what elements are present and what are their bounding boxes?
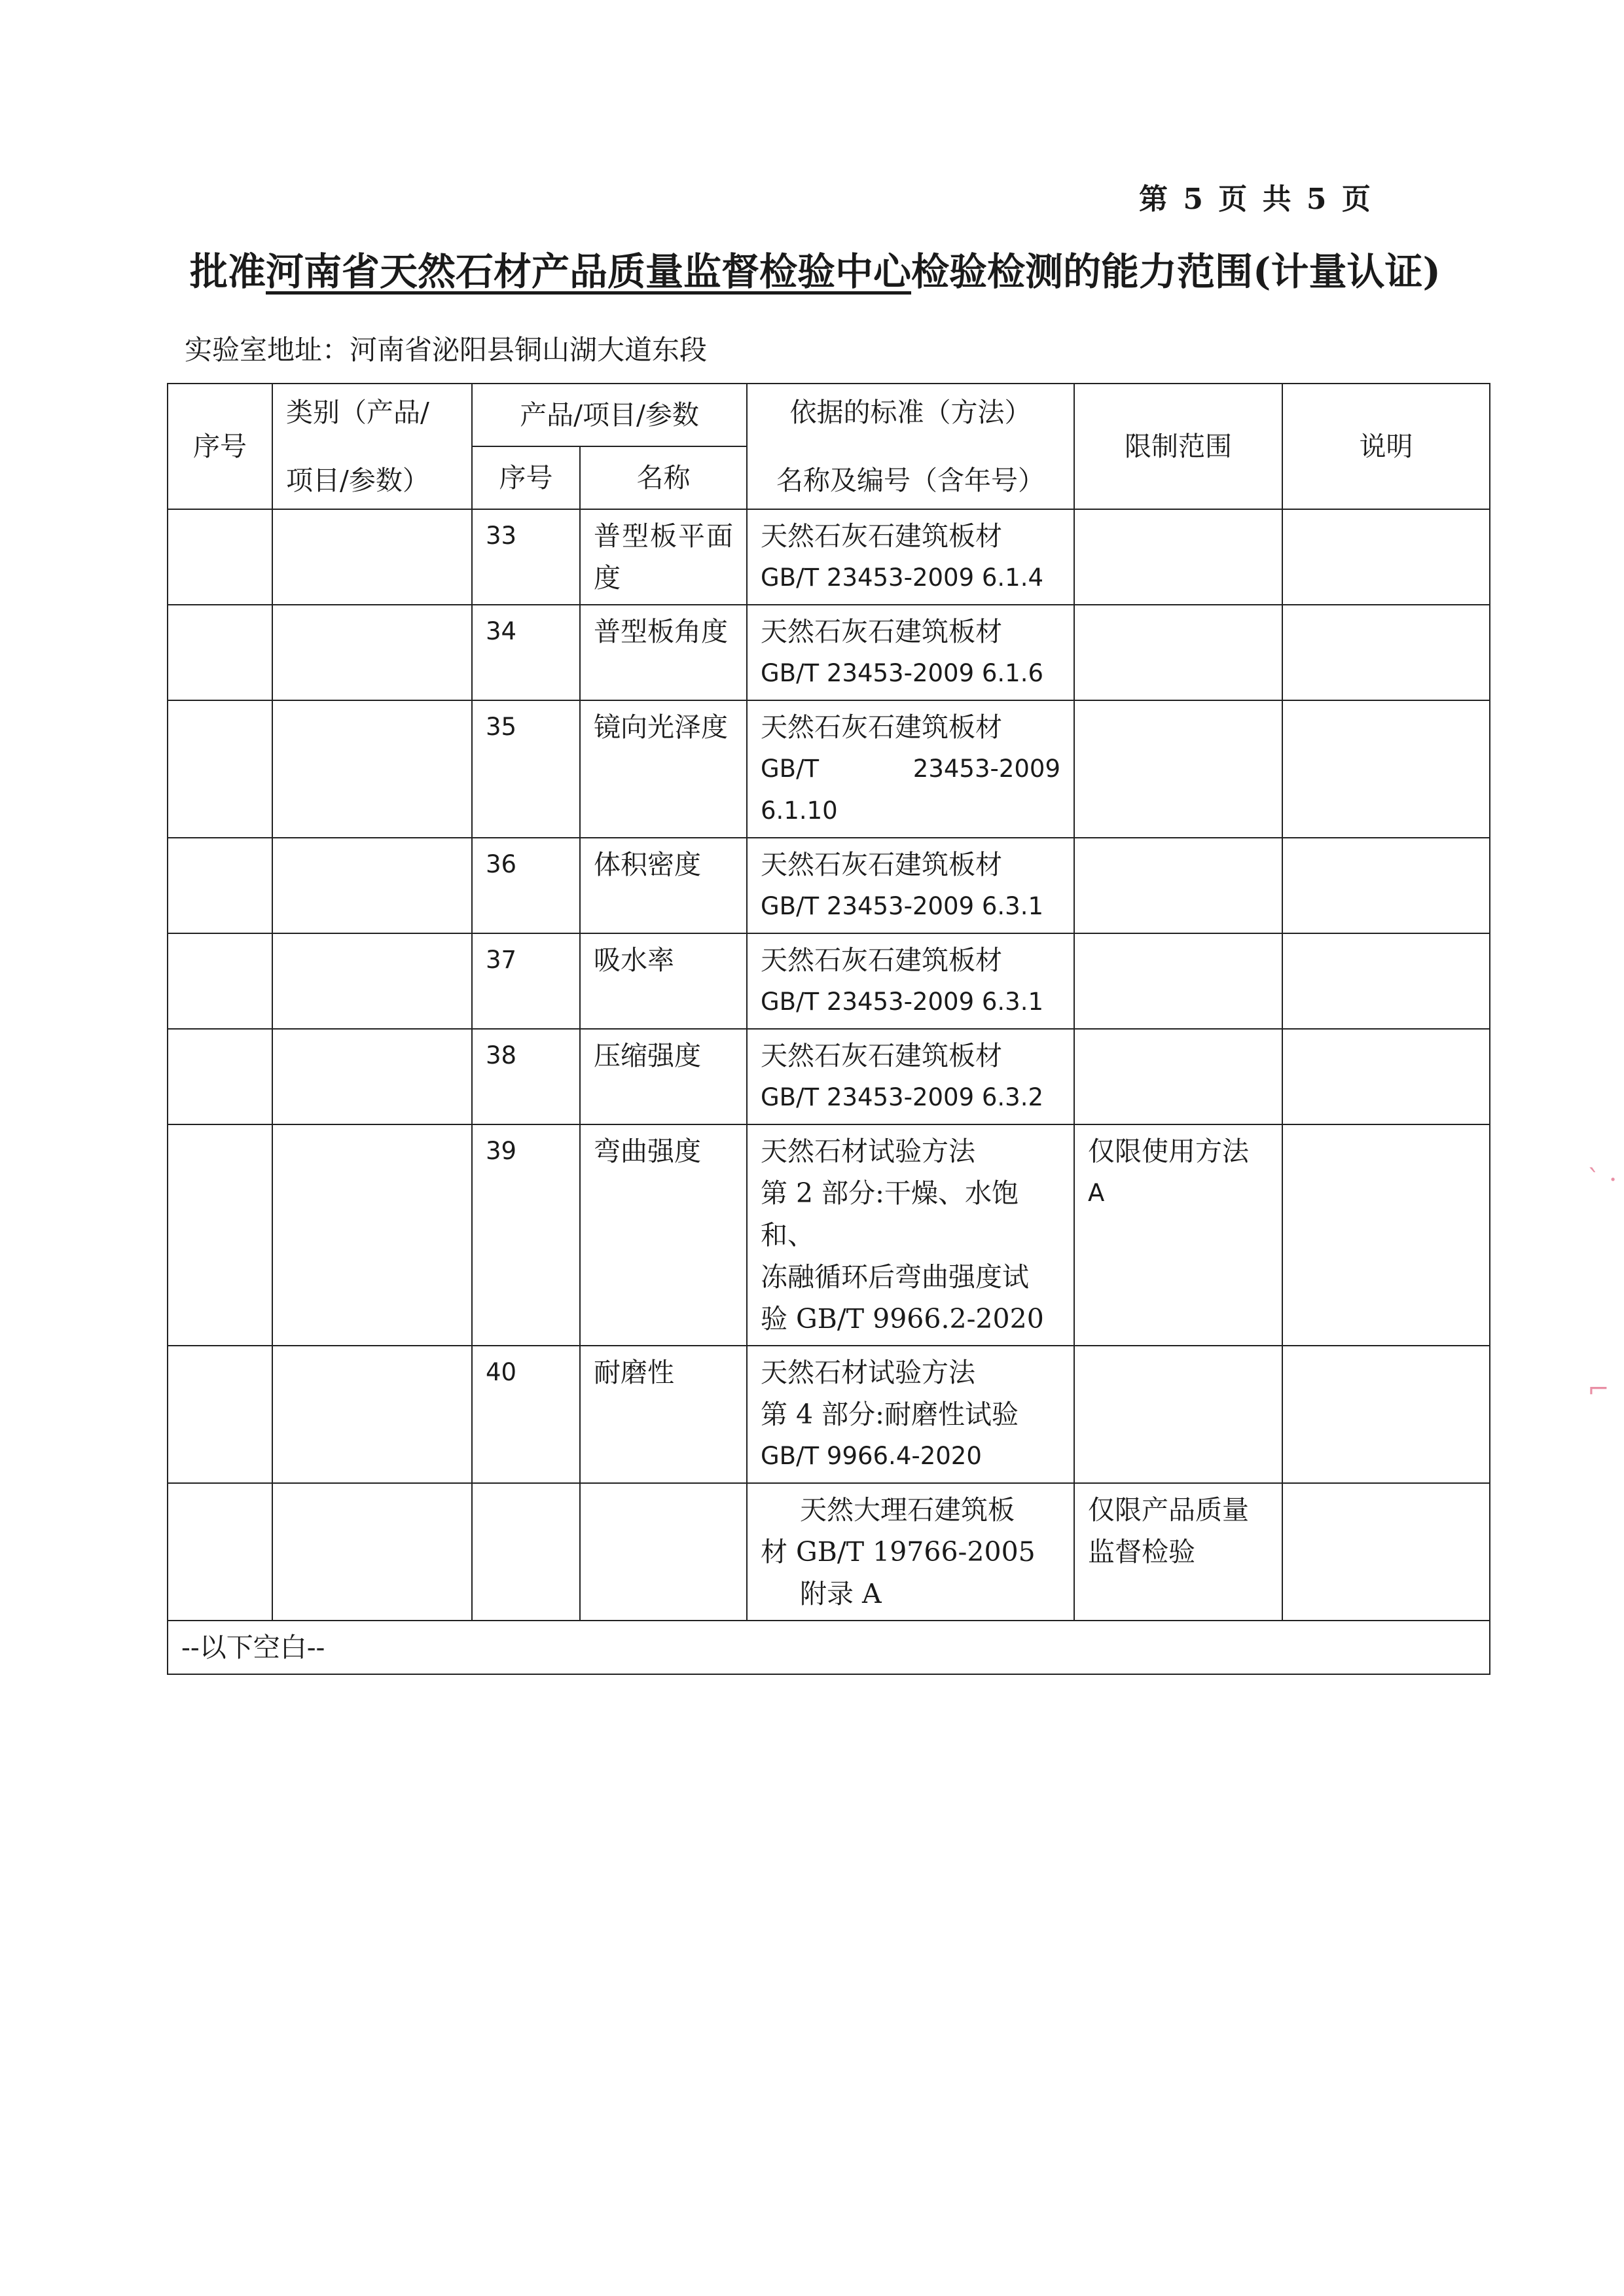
capability-scope-table [167, 383, 1490, 1675]
cell-standard [747, 700, 1074, 838]
table-row [168, 838, 1490, 933]
cell-standard [747, 1483, 1074, 1621]
cell-note [1282, 700, 1490, 838]
limit-text: 仅限使用方法 [1088, 1136, 1250, 1167]
standard-name: 天然大理石建筑板 [800, 1494, 1015, 1526]
header-standard-line2: 名称及编号（含年号） [776, 465, 1045, 496]
standard-code: GB/T 23453-2009 6.1.6 [761, 659, 1044, 687]
cell-item-name [580, 1483, 747, 1621]
standard-part-cont: 冻融循环后弯曲强度试 [761, 1261, 1030, 1293]
standard-part: 第 2 部分:干燥、水饱和、 [761, 1177, 1019, 1251]
cell-limit [1074, 1346, 1282, 1483]
cell-limit [1074, 838, 1282, 933]
cell-seq [168, 1346, 272, 1483]
standard-code: GB/T 9966.4-2020 [761, 1442, 982, 1470]
cell-item-number: 36 [472, 838, 580, 933]
page-number: 第 5 页 共 5 页 [1139, 183, 1373, 216]
header-category-line1: 类别（产品/ [286, 397, 429, 428]
cell-limit [1074, 1483, 1282, 1621]
cell-category [272, 1483, 472, 1621]
standard-code: 材 GB/T 19766-2005 [761, 1536, 1036, 1568]
cell-item-name: 耐磨性 [580, 1346, 747, 1483]
cell-item-number: 38 [472, 1029, 580, 1124]
cell-limit [1074, 509, 1282, 605]
limit-text: 仅限产品质量 [1088, 1494, 1250, 1526]
cell-note [1282, 1124, 1490, 1346]
table-row [168, 700, 1490, 838]
cell-item-number: 34 [472, 605, 580, 700]
cell-item-name: 普型板平面度 [580, 509, 747, 605]
header-product-name: 名称 [580, 446, 747, 509]
standard-code: GB/T 23453-2009 6.3.1 [761, 988, 1044, 1016]
cell-seq [168, 1124, 272, 1346]
cell-category [272, 933, 472, 1029]
cell-note [1282, 605, 1490, 700]
standard-name: 天然石灰石建筑板材 [761, 944, 1003, 976]
lab-address: 实验室地址：河南省泌阳县铜山湖大道东段 [185, 334, 708, 366]
cell-limit [1074, 700, 1282, 838]
header-standard [747, 384, 1074, 509]
cell-limit [1074, 933, 1282, 1029]
cell-standard [747, 509, 1074, 605]
cell-standard [747, 1346, 1074, 1483]
standard-name: 天然石灰石建筑板材 [761, 1040, 1003, 1071]
cell-seq [168, 1483, 272, 1621]
header-category [272, 384, 472, 509]
standard-name: 天然石材试验方法 [761, 1136, 976, 1167]
table-row [168, 509, 1490, 605]
cell-standard [747, 1124, 1074, 1346]
stamp-fragment: ˋ · [1587, 1165, 1617, 1195]
standard-name: 天然石灰石建筑板材 [761, 520, 1003, 552]
cell-note [1282, 509, 1490, 605]
cell-seq [168, 509, 272, 605]
page-title [190, 241, 1492, 296]
standard-code: GB/T 23453-2009 6.3.1 [761, 892, 1044, 920]
header-row [168, 384, 1490, 446]
table-row [168, 1346, 1490, 1483]
standard-code-number: 23453-2009 [912, 755, 1061, 783]
cell-item-name: 体积密度 [580, 838, 747, 933]
cell-note [1282, 1483, 1490, 1621]
cell-category [272, 1029, 472, 1124]
title-prefix: 批准 [190, 249, 266, 294]
cell-item-name: 普型板角度 [580, 605, 747, 700]
cell-standard [747, 605, 1074, 700]
standard-part: 第 4 部分:耐磨性试验 [761, 1399, 1019, 1430]
header-category-line2: 项目/参数） [286, 465, 429, 496]
cell-item-name: 弯曲强度 [580, 1124, 747, 1346]
header-limit: 限制范围 [1074, 384, 1282, 509]
cell-category [272, 1346, 472, 1483]
standard-name: 天然石灰石建筑板材 [761, 849, 1003, 880]
stamp-fragment: ⌐ [1587, 1374, 1610, 1405]
cell-item-name: 镜向光泽度 [580, 700, 747, 838]
standard-clause: 6.1.10 [761, 797, 838, 825]
cell-standard [747, 933, 1074, 1029]
standard-code: GB/T 23453-2009 6.3.2 [761, 1083, 1044, 1111]
cell-note [1282, 838, 1490, 933]
cell-note [1282, 1346, 1490, 1483]
standard-name: 天然石材试验方法 [761, 1357, 976, 1388]
cell-note [1282, 933, 1490, 1029]
header-product-seq: 序号 [472, 446, 580, 509]
table-row [168, 1124, 1490, 1346]
cell-limit [1074, 1124, 1282, 1346]
cell-item-number: 40 [472, 1346, 580, 1483]
limit-text-cont: 监督检验 [1088, 1536, 1196, 1568]
cell-seq [168, 933, 272, 1029]
standard-name: 天然石灰石建筑板材 [761, 616, 1003, 647]
standard-code: GB/T 23453-2009 6.1.4 [761, 564, 1044, 592]
standard-name: 天然石灰石建筑板材 [761, 711, 1003, 743]
cell-item-number [472, 1483, 580, 1621]
cell-seq [168, 605, 272, 700]
header-seq: 序号 [168, 384, 272, 509]
header-product: 产品/项目/参数 [472, 384, 747, 446]
cell-limit [1074, 1029, 1282, 1124]
cell-seq [168, 838, 272, 933]
header-standard-line1: 依据的标准（方法） [789, 397, 1032, 428]
cell-category [272, 1124, 472, 1346]
standard-code: 验 GB/T 9966.2-2020 [761, 1303, 1044, 1335]
table-row [168, 1029, 1490, 1124]
table-row [168, 1483, 1490, 1621]
standard-code-prefix: GB/T [761, 755, 820, 783]
cell-seq [168, 1029, 272, 1124]
cell-standard [747, 1029, 1074, 1124]
cell-item-number: 33 [472, 509, 580, 605]
cell-category [272, 509, 472, 605]
cell-note [1282, 1029, 1490, 1124]
cell-item-number: 39 [472, 1124, 580, 1346]
cell-standard [747, 838, 1074, 933]
cell-category [272, 838, 472, 933]
header-note: 说明 [1282, 384, 1490, 509]
cell-item-number: 37 [472, 933, 580, 1029]
cell-category [272, 605, 472, 700]
cell-item-name: 吸水率 [580, 933, 747, 1029]
standard-appendix: 附录 A [800, 1578, 882, 1609]
title-suffix: 检验检测的能力范围(计量认证) [911, 249, 1441, 294]
cell-category [272, 700, 472, 838]
cell-item-name: 压缩强度 [580, 1029, 747, 1124]
footer-row [168, 1621, 1490, 1674]
standard-code [761, 748, 1060, 790]
cell-limit [1074, 605, 1282, 700]
footer-note: --以下空白-- [168, 1621, 1490, 1674]
limit-text-cont: A [1088, 1179, 1105, 1207]
cell-item-number: 35 [472, 700, 580, 838]
table-row [168, 605, 1490, 700]
title-organization: 河南省天然石材产品质量监督检验中心 [266, 249, 912, 294]
table-row [168, 933, 1490, 1029]
cell-seq [168, 700, 272, 838]
